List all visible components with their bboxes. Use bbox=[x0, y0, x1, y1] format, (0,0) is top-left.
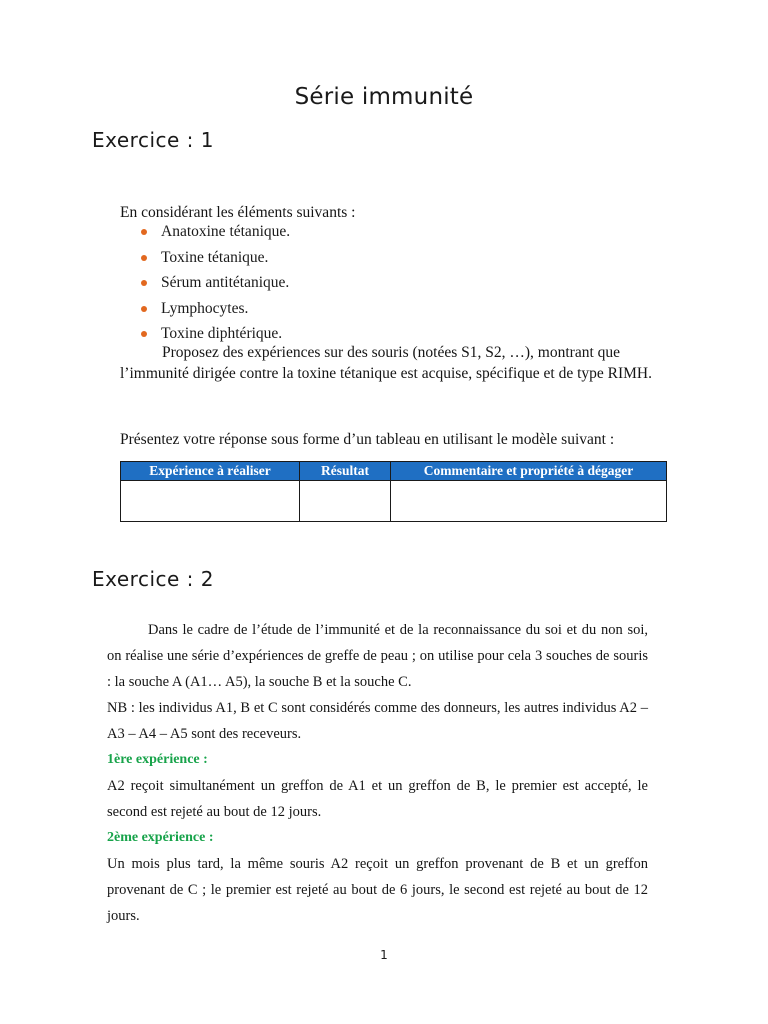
bullet-icon bbox=[141, 229, 147, 235]
exercise-2-body bbox=[107, 617, 648, 929]
exercise-2-context: Dans le cadre de l’étude de l’immunité et de la reconnaissance du soi et du non soi, on réalise une série d’expériences de greffe de peau ; on utilise pour cela 3 souches de souris : la souche A (A1… A5), la souche B et la souche C. bbox=[107, 622, 648, 690]
table-cell bbox=[300, 481, 391, 522]
instruction-line-1: Proposez des expériences sur des souris (notées S1, S2, …), montrant que bbox=[162, 344, 621, 361]
exercise-1-intro: En considérant les éléments suivants : bbox=[120, 204, 356, 221]
exercise-2-heading: Exercice : 2 bbox=[92, 567, 214, 591]
bullet-icon bbox=[141, 306, 147, 312]
table-row bbox=[121, 481, 667, 522]
exercise-1-heading: Exercice : 1 bbox=[92, 128, 214, 152]
column-header: Commentaire et propriété à dégager bbox=[391, 462, 667, 481]
experience-2-text: Un mois plus tard, la même souris A2 reçoit un greffon provenant de B et un greffon provenant de C ; le premier est rejeté au bout de 6 jours, le second est rejeté au bout de 12 jours. bbox=[107, 856, 648, 924]
bullet-icon bbox=[141, 255, 147, 261]
column-header: Expérience à réaliser bbox=[121, 462, 300, 481]
instruction-rest: l’immunité dirigée contre la toxine tétanique est acquise, spécifique et de type RIMH. bbox=[120, 364, 652, 382]
list-item: Toxine tétanique. bbox=[138, 249, 290, 275]
page-title: Série immunité bbox=[294, 84, 474, 110]
table-header-row bbox=[121, 462, 667, 481]
list-item: Anatoxine tétanique. bbox=[138, 223, 290, 249]
exercise-2-note: NB : les individus A1, B et C sont considérés comme des donneurs, les autres individus A2 – A3 – A4 – A5 sont des receveurs. bbox=[107, 700, 648, 742]
list-item: Toxine diphtérique. bbox=[138, 325, 290, 351]
table-intro: Présentez votre réponse sous forme d’un tableau en utilisant le modèle suivant : bbox=[120, 431, 615, 448]
list-item: Lymphocytes. bbox=[138, 300, 290, 326]
bullet-icon bbox=[141, 331, 147, 337]
table-cell bbox=[391, 481, 667, 522]
answer-model-table bbox=[120, 461, 667, 522]
table-cell bbox=[121, 481, 300, 522]
experience-2-title: 2ème expérience : bbox=[107, 830, 214, 845]
list-item: Sérum antitétanique. bbox=[138, 274, 290, 300]
exercise-1-instruction bbox=[120, 343, 667, 384]
page-number: 1 bbox=[380, 948, 388, 962]
bullet-icon bbox=[141, 280, 147, 286]
elements-list bbox=[138, 223, 290, 351]
column-header: Résultat bbox=[300, 462, 391, 481]
experience-1-title: 1ère expérience : bbox=[107, 752, 208, 767]
experience-1-text: A2 reçoit simultanément un greffon de A1 et un greffon de B, le premier est accepté, le second est rejeté au bout de 12 jours. bbox=[107, 778, 648, 820]
